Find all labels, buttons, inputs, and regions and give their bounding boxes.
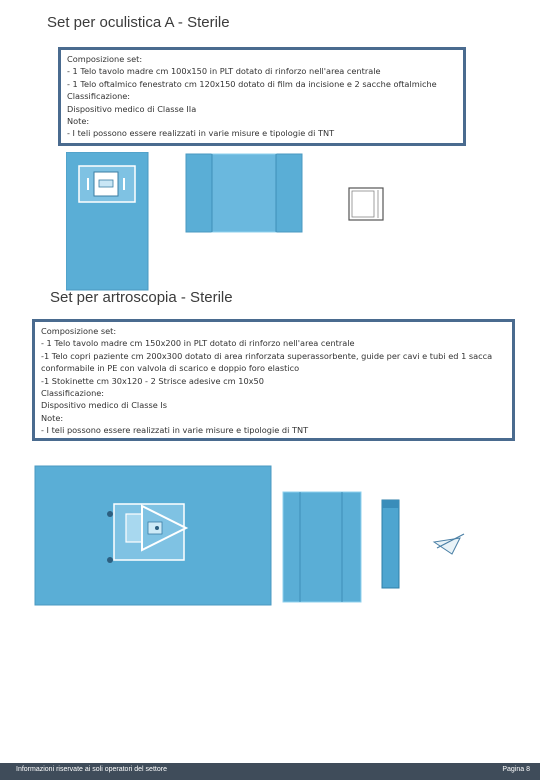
section-b-product-images [32, 462, 472, 612]
patient-drape-image [35, 466, 271, 605]
section-a-description-box [58, 47, 466, 146]
composition-line: -1 Stokinette cm 30x120 - 2 Strisce adesive cm 10x50 [41, 375, 264, 386]
notes-line: - I teli possono essere realizzati in varie misure e tipologie di TNT [67, 128, 335, 139]
ophthalmic-drape-image [66, 152, 148, 290]
notes-line: - I teli possono essere realizzati in varie misure e tipologie di TNT [41, 425, 309, 436]
composition-line: - 1 Telo tavolo madre cm 100x150 in PLT dotato di rinforzo nell'area centrale [67, 66, 381, 77]
composition-line: - 1 Telo oftalmico fenestrato cm 120x150 dotato di film da incisione e 2 sacche oftalmiche [67, 78, 437, 89]
classification-heading: Classificazione: [67, 91, 131, 102]
section-b-description-box [32, 319, 515, 441]
stockinette-image [382, 500, 399, 588]
page-footer [0, 763, 540, 780]
section-a-product-images [66, 152, 396, 292]
section-b-title: Set per artroscopia - Sterile [50, 289, 233, 306]
notes-heading: Note: [67, 116, 90, 127]
footer-note: Informazioni riservate ai soli operatori del settore [16, 766, 167, 773]
table-drape-image [186, 154, 302, 232]
composition-line: -1 Telo copri paziente cm 200x300 dotato di area rinforzata superassorbente, guide per cavi e tubi ed 1 sacca conformabile in PE con valvola di scarico e doppio foro elastico [41, 350, 493, 374]
page-number: Pagina 8 [502, 766, 530, 773]
small-folded-item-image [349, 188, 383, 220]
classification-heading: Classificazione: [41, 388, 105, 399]
notes-heading: Note: [41, 412, 64, 423]
composition-line: - 1 Telo tavolo madre cm 150x200 in PLT dotato di rinforzo nell'area centrale [41, 338, 355, 349]
classification-value: Dispositivo medico di Classe Is [41, 400, 168, 411]
section-a-title: Set per oculistica A - Sterile [47, 14, 230, 31]
classification-value: Dispositivo medico di Classe IIa [67, 103, 197, 114]
adhesive-strips-image [434, 534, 464, 554]
table-drape-image [283, 492, 361, 602]
composition-heading: Composizione set: [41, 326, 117, 336]
composition-heading: Composizione set: [67, 54, 143, 64]
